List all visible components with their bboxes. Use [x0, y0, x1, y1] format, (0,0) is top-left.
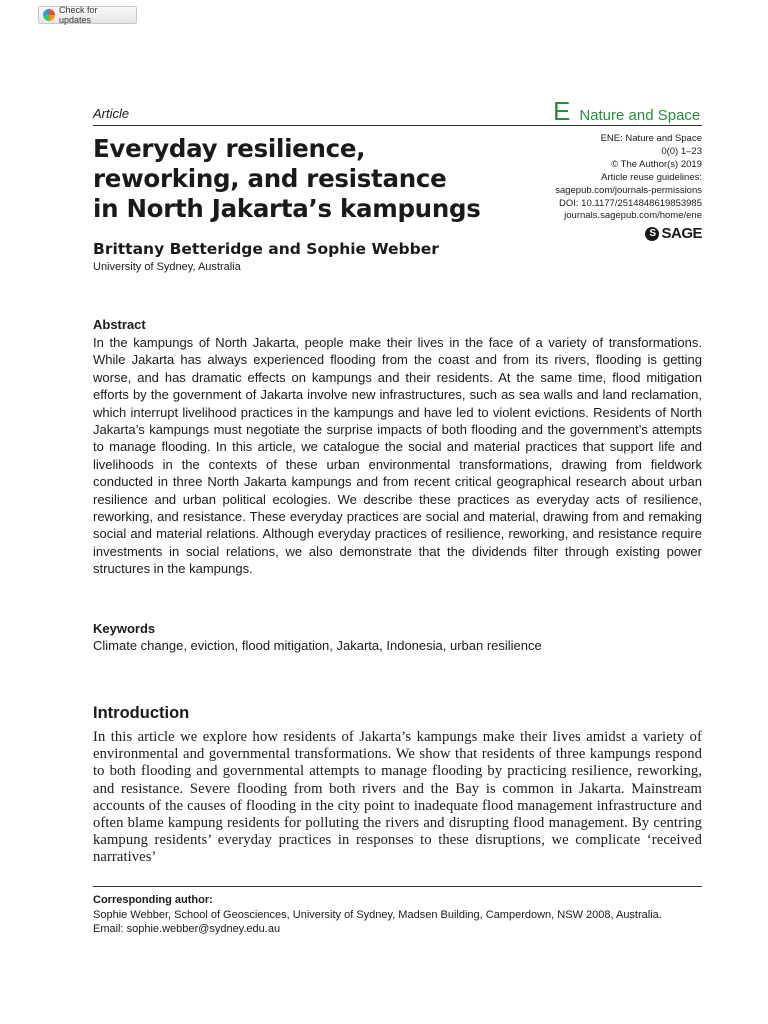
meta-permissions-link[interactable]: sagepub.com/journals-permissions — [555, 184, 702, 196]
corresponding-author-heading: Corresponding author: — [93, 894, 213, 906]
article-title — [93, 134, 513, 224]
sage-logo — [645, 225, 702, 242]
abstract-text: In the kampungs of North Jakarta, people make their lives in the face of a variety of transformations. While Jakarta has always experienced flooding from the coast and from its rivers, flooding is getting worse, and has dramatic effects on kampungs and their residents. At the same time, flood mitigation efforts by the government of Jakarta involve new infrastructures, such as sea walls and land reclamation, which interrupt livelihood practices in the kampungs and have led to violent evictions. Residents of North Jakarta’s kampungs must negotiate the surprise impacts of both flooding and the government’s attempts to manage flooding. In this article, we catalogue the social and material practices that support life and livelihoods in the contexts of these urban environmental transformations, drawing from fieldwork conducted in three North Jakarta kampungs and from recent critical geographical research about urban resilience and urban political ecologies. We describe these practices as everyday acts of resilience, reworking, and resistance. These everyday practices are social and material, drawing from and remaking social and material relations. Although everyday practices of resilience, reworking, and resistance require investments in social relations, we also demonstrate that the dividends filter through existing power structures in the kampungs. — [93, 335, 702, 577]
footnote-divider — [93, 886, 702, 887]
authors: Brittany Betteridge and Sophie Webber — [93, 240, 439, 258]
meta-copyright: © The Author(s) 2019 — [611, 158, 702, 170]
header-divider — [93, 125, 702, 126]
crossmark-icon — [43, 9, 55, 21]
keywords-heading: Keywords — [93, 621, 156, 636]
introduction-heading: Introduction — [93, 704, 190, 722]
journal-metadata — [555, 133, 702, 223]
article-type-label: Article — [93, 106, 130, 121]
abstract-heading: Abstract — [93, 317, 146, 332]
meta-doi[interactable]: DOI: 10.1177/2514848619853985 — [559, 197, 702, 209]
meta-reuse-label: Article reuse guidelines: — [601, 171, 702, 183]
check-for-updates-label: Check for updates — [59, 5, 98, 25]
journal-name: Nature and Space — [579, 107, 701, 124]
title-line: in North Jakarta’s kampungs — [93, 194, 481, 223]
corresponding-author-email[interactable]: Email: sophie.webber@sydney.edu.au — [93, 923, 281, 935]
title-line: Everyday resilience, — [93, 134, 366, 163]
sage-logo-icon: S — [645, 227, 659, 241]
introduction-text: In this article we explore how residents of Jakarta’s kampungs make their lives amidst a variety of environmental and governmental transformations. We show that residents of three kampungs respond to both flooding and governmental attempts to manage flooding by practicing resilience, reworking, and resistance. Severe flooding from both rivers and the Bay is common in Jakarta. Mainstream accounts of the causes of flooding in the city point to inadequate flood management infrastructure and often blame kampung residents for polluting the rivers and disrupting flood management. By centring kampung residents’ everyday practices in responses to these disruptions, we complicate ‘received narratives’ — [93, 729, 702, 866]
affiliation: University of Sydney, Australia — [93, 261, 241, 273]
journal-logo-letter: E — [553, 96, 571, 126]
meta-journal-link[interactable]: journals.sagepub.com/home/ene — [564, 210, 702, 222]
journal-brand — [553, 98, 700, 124]
meta-volume: 0(0) 1–23 — [661, 145, 702, 157]
corresponding-author-address: Sophie Webber, School of Geosciences, University of Sydney, Madsen Building, Camperdown, NSW 2008, Australia. — [93, 909, 662, 921]
title-line: reworking, and resistance — [93, 164, 447, 193]
meta-journal: ENE: Nature and Space — [600, 133, 702, 144]
keywords-text: Climate change, eviction, flood mitigation, Jakarta, Indonesia, urban resilience — [93, 638, 542, 653]
publisher-name: SAGE — [661, 225, 702, 242]
check-for-updates-button[interactable] — [38, 6, 137, 24]
